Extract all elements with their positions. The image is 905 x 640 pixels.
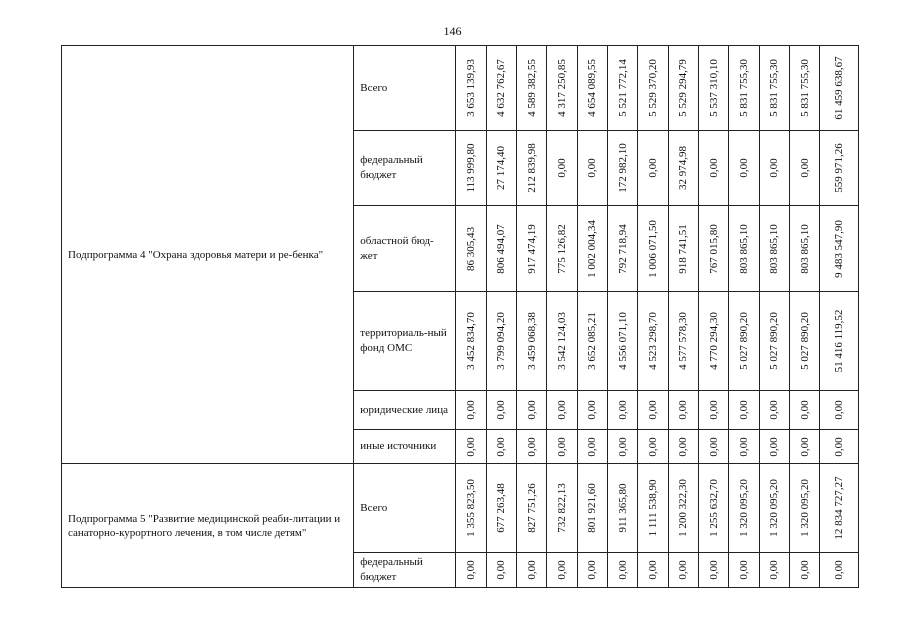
funding-source-label: областной бюд-жет	[354, 206, 456, 292]
value-text: 732 822,13	[556, 483, 569, 533]
year-value-cell	[608, 553, 638, 588]
value-text: 0,00	[525, 400, 538, 420]
value-text: 0,00	[525, 560, 538, 580]
year-value-cell	[729, 553, 759, 588]
year-value-cell	[638, 464, 668, 553]
value-text: 801 921,60	[586, 483, 599, 533]
year-value-cell	[729, 464, 759, 553]
year-value-cell	[638, 206, 668, 292]
year-value-cell	[729, 131, 759, 206]
year-value-cell	[699, 206, 729, 292]
value-text: 0,00	[586, 158, 599, 178]
value-text: 1 320 095,20	[798, 479, 811, 537]
value-text: 0,00	[616, 400, 629, 420]
value-text: 775 126,82	[556, 223, 569, 274]
funding-source-label: Всего	[354, 464, 456, 553]
value-text: 806 494,07	[495, 223, 508, 274]
value-text: 1 320 095,20	[738, 479, 751, 537]
value-text: 803 865,10	[738, 223, 751, 274]
table-row	[62, 46, 859, 131]
value-text: 1 111 538,90	[647, 479, 660, 537]
value-text: 3 459 068,38	[525, 312, 538, 370]
value-text: 32 974,98	[677, 146, 690, 190]
value-text: 4 632 762,67	[495, 59, 508, 117]
year-value-cell	[699, 430, 729, 464]
year-value-cell	[486, 206, 516, 292]
value-text: 0,00	[738, 436, 751, 457]
year-value-cell	[668, 553, 698, 588]
value-text: 113 999,80	[465, 143, 478, 193]
year-value-cell	[668, 206, 698, 292]
funding-source-label: федеральный бюджет	[354, 553, 456, 588]
total-value-cell	[820, 464, 859, 553]
year-value-cell	[608, 131, 638, 206]
value-text: 0,00	[556, 158, 569, 178]
year-value-cell	[547, 46, 577, 131]
year-value-cell	[668, 391, 698, 430]
year-value-cell	[608, 464, 638, 553]
value-text: 0,00	[616, 436, 629, 457]
value-text: 0,00	[647, 400, 660, 420]
value-text: 86 305,43	[465, 226, 478, 271]
year-value-cell	[668, 131, 698, 206]
year-value-cell	[790, 464, 820, 553]
value-text: 0,00	[616, 560, 629, 580]
value-text: 5 027 890,20	[768, 312, 781, 370]
value-text: 0,00	[833, 436, 846, 457]
year-value-cell	[577, 464, 607, 553]
value-text: 0,00	[647, 158, 660, 178]
year-value-cell	[517, 464, 547, 553]
funding-source-label: федеральный бюджет	[354, 131, 456, 206]
year-value-cell	[577, 206, 607, 292]
year-value-cell	[517, 430, 547, 464]
year-value-cell	[608, 206, 638, 292]
table-row	[62, 464, 859, 553]
year-value-cell	[456, 391, 486, 430]
value-text: 0,00	[495, 560, 508, 580]
value-text: 4 770 294,30	[707, 312, 720, 370]
year-value-cell	[790, 292, 820, 391]
value-text: 911 365,80	[616, 483, 629, 533]
value-text: 0,00	[495, 436, 508, 457]
value-text: 0,00	[647, 436, 660, 457]
total-value-cell	[820, 292, 859, 391]
funding-source-label: территориаль-ный фонд ОМС	[354, 292, 456, 391]
year-value-cell	[790, 131, 820, 206]
year-value-cell	[668, 430, 698, 464]
year-value-cell	[486, 292, 516, 391]
year-value-cell	[486, 391, 516, 430]
year-value-cell	[577, 391, 607, 430]
year-value-cell	[638, 430, 668, 464]
value-text: 0,00	[768, 400, 781, 420]
year-value-cell	[486, 131, 516, 206]
value-text: 4 317 250,85	[556, 59, 569, 117]
year-value-cell	[486, 46, 516, 131]
year-value-cell	[608, 391, 638, 430]
year-value-cell	[638, 391, 668, 430]
year-value-cell	[547, 206, 577, 292]
year-value-cell	[759, 464, 789, 553]
year-value-cell	[517, 46, 547, 131]
year-value-cell	[759, 292, 789, 391]
value-text: 0,00	[677, 436, 690, 457]
year-value-cell	[790, 430, 820, 464]
value-text: 4 556 071,10	[616, 312, 629, 370]
year-value-cell	[759, 430, 789, 464]
year-value-cell	[517, 553, 547, 588]
year-value-cell	[608, 46, 638, 131]
year-value-cell	[486, 430, 516, 464]
year-value-cell	[759, 206, 789, 292]
value-text: 0,00	[707, 158, 720, 178]
value-text: 0,00	[798, 436, 811, 457]
value-text: 0,00	[738, 560, 751, 580]
value-text: 1 255 632,70	[707, 479, 720, 537]
value-text: 5 831 755,30	[738, 59, 751, 117]
year-value-cell	[729, 292, 759, 391]
value-text: 0,00	[768, 560, 781, 580]
total-value-cell	[820, 430, 859, 464]
value-text: 9 483 547,90	[833, 219, 846, 278]
year-value-cell	[547, 391, 577, 430]
value-text: 4 523 298,70	[647, 312, 660, 370]
year-value-cell	[547, 131, 577, 206]
value-text: 1 320 095,20	[768, 479, 781, 537]
value-text: 4 589 382,55	[525, 59, 538, 117]
value-text: 3 542 124,03	[556, 312, 569, 370]
value-text: 0,00	[556, 560, 569, 580]
year-value-cell	[759, 391, 789, 430]
value-text: 0,00	[586, 400, 599, 420]
total-value-cell	[820, 391, 859, 430]
funding-source-label: юридические лица	[354, 391, 456, 430]
value-text: 0,00	[768, 158, 781, 178]
value-text: 5 027 890,20	[738, 312, 751, 370]
year-value-cell	[699, 131, 729, 206]
year-value-cell	[699, 464, 729, 553]
value-text: 5 521 772,14	[616, 59, 629, 117]
page-number: 146	[443, 24, 462, 38]
year-value-cell	[517, 131, 547, 206]
value-text: 5 537 310,10	[707, 59, 720, 117]
year-value-cell	[759, 131, 789, 206]
year-value-cell	[456, 46, 486, 131]
year-value-cell	[456, 553, 486, 588]
year-value-cell	[729, 46, 759, 131]
value-text: 12 834 727,27	[833, 476, 846, 540]
value-text: 0,00	[586, 436, 599, 457]
year-value-cell	[547, 464, 577, 553]
year-value-cell	[517, 206, 547, 292]
value-text: 0,00	[798, 158, 811, 178]
value-text: 0,00	[707, 560, 720, 580]
value-text: 0,00	[677, 400, 690, 420]
value-text: 0,00	[465, 436, 478, 457]
value-text: 0,00	[495, 400, 508, 420]
value-text: 917 474,19	[525, 223, 538, 274]
funding-source-label: Всего	[354, 46, 456, 131]
year-value-cell	[699, 46, 729, 131]
value-text: 1 006 071,50	[647, 219, 660, 278]
value-text: 3 452 834,70	[465, 312, 478, 370]
year-value-cell	[577, 430, 607, 464]
value-text: 0,00	[768, 436, 781, 457]
subprogram-name: Подпрограмма 5 "Развитие медицинской реаби-литации и санаторно-курортного лечения, в том числе детям"	[62, 464, 354, 588]
value-text: 0,00	[738, 400, 751, 420]
value-text: 0,00	[525, 436, 538, 457]
year-value-cell	[547, 553, 577, 588]
value-text: 5 831 755,30	[768, 59, 781, 117]
value-text: 0,00	[647, 560, 660, 580]
value-text: 792 718,94	[616, 223, 629, 274]
value-text: 51 416 119,52	[833, 309, 846, 373]
year-value-cell	[729, 206, 759, 292]
year-value-cell	[608, 430, 638, 464]
value-text: 5 529 370,20	[647, 59, 660, 117]
value-text: 0,00	[707, 400, 720, 420]
year-value-cell	[759, 553, 789, 588]
year-value-cell	[668, 46, 698, 131]
value-text: 4 577 578,30	[677, 312, 690, 370]
year-value-cell	[638, 131, 668, 206]
value-text: 27 174,40	[495, 146, 508, 190]
value-text: 0,00	[677, 560, 690, 580]
year-value-cell	[577, 46, 607, 131]
value-text: 0,00	[833, 400, 846, 420]
year-value-cell	[699, 391, 729, 430]
value-text: 61 459 638,67	[833, 56, 846, 120]
value-text: 5 529 294,79	[677, 59, 690, 117]
value-text: 767 015,80	[707, 223, 720, 274]
year-value-cell	[577, 553, 607, 588]
value-text: 1 002 004,34	[586, 219, 599, 278]
year-value-cell	[729, 391, 759, 430]
value-text: 0,00	[586, 560, 599, 580]
funding-source-label: иные источники	[354, 430, 456, 464]
value-text: 0,00	[465, 560, 478, 580]
year-value-cell	[456, 131, 486, 206]
total-value-cell	[820, 553, 859, 588]
value-text: 3 652 085,21	[586, 312, 599, 370]
year-value-cell	[547, 430, 577, 464]
year-value-cell	[790, 46, 820, 131]
value-text: 1 200 322,30	[677, 479, 690, 537]
value-text: 0,00	[798, 400, 811, 420]
value-text: 0,00	[707, 436, 720, 457]
value-text: 918 741,51	[677, 223, 690, 274]
year-value-cell	[608, 292, 638, 391]
value-text: 1 355 823,50	[465, 479, 478, 537]
year-value-cell	[699, 292, 729, 391]
funding-table	[61, 45, 859, 588]
year-value-cell	[486, 553, 516, 588]
value-text: 559 971,26	[833, 143, 846, 193]
value-text: 0,00	[798, 560, 811, 580]
year-value-cell	[638, 292, 668, 391]
year-value-cell	[486, 464, 516, 553]
year-value-cell	[456, 464, 486, 553]
subprogram-name: Подпрограмма 4 "Охрана здоровья матери и ре-бенка"	[62, 46, 354, 464]
year-value-cell	[547, 292, 577, 391]
value-text: 3 799 094,20	[495, 312, 508, 370]
total-value-cell	[820, 46, 859, 131]
value-text: 4 654 089,55	[586, 59, 599, 117]
year-value-cell	[668, 464, 698, 553]
value-text: 0,00	[556, 400, 569, 420]
year-value-cell	[759, 46, 789, 131]
year-value-cell	[699, 553, 729, 588]
value-text: 172 982,10	[616, 143, 629, 193]
value-text: 803 865,10	[798, 223, 811, 274]
total-value-cell	[820, 206, 859, 292]
year-value-cell	[456, 292, 486, 391]
year-value-cell	[517, 391, 547, 430]
value-text: 3 653 139,93	[465, 59, 478, 117]
value-text: 677 263,48	[495, 483, 508, 533]
year-value-cell	[729, 430, 759, 464]
year-value-cell	[790, 206, 820, 292]
year-value-cell	[577, 292, 607, 391]
value-text: 0,00	[738, 158, 751, 178]
value-text: 827 751,26	[525, 483, 538, 533]
value-text: 0,00	[556, 436, 569, 457]
value-text: 0,00	[465, 400, 478, 420]
year-value-cell	[456, 206, 486, 292]
value-text: 212 839,98	[525, 143, 538, 193]
value-text: 803 865,10	[768, 223, 781, 274]
value-text: 0,00	[833, 560, 846, 580]
year-value-cell	[668, 292, 698, 391]
year-value-cell	[790, 553, 820, 588]
value-text: 5 027 890,20	[798, 312, 811, 370]
year-value-cell	[790, 391, 820, 430]
value-text: 5 831 755,30	[798, 59, 811, 117]
total-value-cell	[820, 131, 859, 206]
year-value-cell	[638, 553, 668, 588]
year-value-cell	[456, 430, 486, 464]
year-value-cell	[517, 292, 547, 391]
year-value-cell	[577, 131, 607, 206]
year-value-cell	[638, 46, 668, 131]
